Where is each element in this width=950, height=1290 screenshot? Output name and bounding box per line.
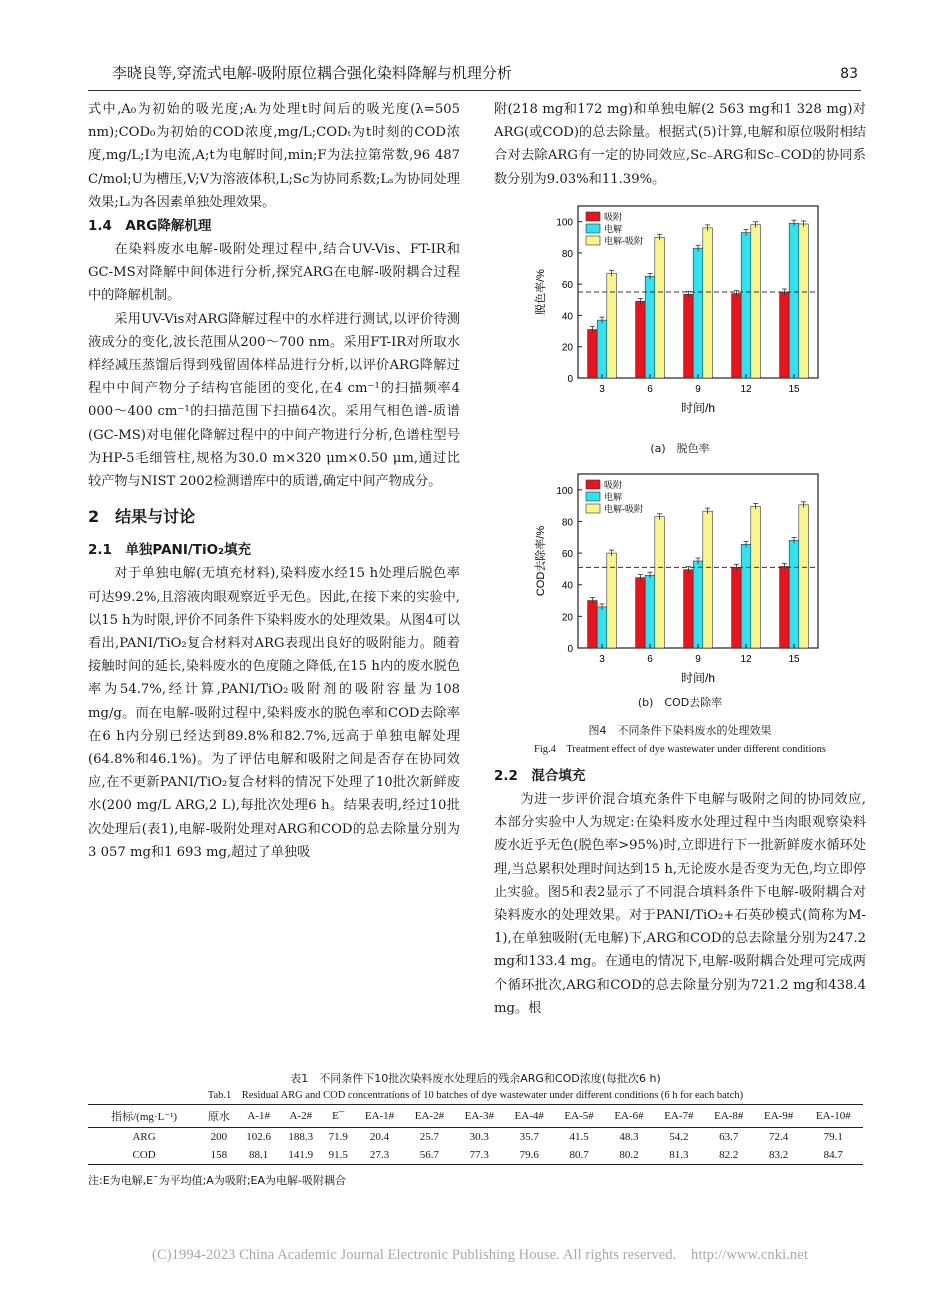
x-tick-label: 15	[788, 654, 800, 665]
table-cell: 84.7	[823, 1149, 843, 1161]
legend-label: 电解-吸附	[604, 504, 643, 514]
table-1-grid	[88, 1104, 863, 1165]
paragraph-definitions: 式中,A₀为初始的吸光度;Aₜ为处理t时间后的吸光度(λ=505 nm);COD₀为初始的COD浓度,mg/L;CODₜ为t时刻的COD浓度,mg/L;I为电流,A;t为电解时间,min;F为法拉第常数,96 487 C/mol;U为槽压,V;V为溶液体积,L;Sc为协同系数;Lₛ为协同处理效果;Lᵢ为各因素单独处理效果。	[88, 102, 460, 210]
figure-4b-caption: (b) COD去除率	[637, 696, 723, 709]
table-cell: 20.4	[369, 1131, 390, 1143]
x-axis-label: 时间/h	[680, 401, 716, 415]
x-tick-label: 9	[695, 384, 701, 395]
table-header-cell: EA-3#	[464, 1110, 494, 1122]
bar	[655, 237, 665, 378]
bar	[588, 601, 598, 648]
table-cell: 79.1	[823, 1131, 843, 1143]
table-header-cell: EA-8#	[714, 1110, 744, 1122]
legend-swatch	[586, 504, 600, 513]
legend-label: 电解	[604, 224, 623, 234]
x-tick-label: 9	[695, 654, 701, 665]
paragraph-synergy: 附(218 mg和172 mg)和单独电解(2 563 mg和1 328 mg)对ARG(或COD)的总去除量。根据式(5)计算,电解和原位吸附相结合对去除ARG有一定的协同效应,Sc₋ARG和Sc₋COD的协同系数分别为9.03%和11.39%。	[494, 102, 866, 187]
bar	[693, 248, 703, 378]
x-tick-label: 15	[788, 384, 800, 395]
right-column-top	[494, 98, 866, 191]
y-tick-label: 40	[561, 580, 573, 592]
table-cell: 54.2	[669, 1131, 689, 1143]
bar	[693, 561, 703, 648]
running-header: 李晓良等,穿流式电解-吸附原位耦合强化染料降解与机理分析	[112, 64, 512, 82]
table-cell: 188.3	[288, 1131, 314, 1143]
x-tick-label: 12	[740, 654, 752, 665]
table-header-cell: EA-2#	[414, 1110, 445, 1122]
bar	[684, 570, 694, 648]
y-axis-label: 脱色率/%	[535, 269, 547, 315]
legend-swatch	[586, 492, 600, 501]
table-header-cell: EA-1#	[364, 1110, 395, 1122]
x-axis-label: 时间/h	[680, 671, 716, 685]
x-tick-label: 3	[599, 654, 605, 665]
table-cell: 71.9	[328, 1131, 348, 1143]
bar	[751, 506, 761, 648]
legend-swatch	[586, 480, 600, 489]
legend-swatch	[586, 212, 600, 221]
bar	[588, 330, 598, 378]
legend-label: 电解	[604, 492, 623, 502]
table-cell: 48.3	[619, 1131, 639, 1143]
bar	[789, 223, 799, 378]
table-cell: 79.6	[519, 1149, 539, 1161]
page-number: 83	[840, 66, 858, 82]
table-cell: 91.5	[328, 1149, 348, 1161]
table-row	[88, 1128, 863, 1147]
bar	[732, 294, 742, 378]
table-header-cell: EA-7#	[664, 1110, 694, 1122]
table-row	[88, 1146, 863, 1165]
paragraph-1-4-a: 在染料废水电解-吸附处理过程中,结合UV-Vis、FT-IR和GC-MS对降解中间体进行分析,探究ARG在电解-吸附耦合过程中的降解机制。	[88, 242, 460, 304]
section-2-1-heading: 2.1 单独PANI/TiO₂填充	[88, 542, 251, 559]
table-cell: 63.7	[719, 1131, 739, 1143]
left-column	[88, 98, 460, 864]
y-tick-label: 0	[567, 644, 573, 655]
table-cell: 56.7	[419, 1149, 440, 1161]
table-cell: 158	[210, 1149, 228, 1161]
table-1	[88, 1104, 863, 1165]
bar	[655, 517, 665, 648]
table-cell: 141.9	[288, 1149, 314, 1161]
table-cell: 41.5	[569, 1131, 589, 1143]
bar	[645, 575, 655, 648]
table-cell: 88.1	[249, 1149, 269, 1161]
bar	[799, 224, 809, 378]
table-1-title: 表1 不同条件下10批次染料废水处理后的残余ARG和COD浓度(每批次6 h)	[290, 1072, 661, 1085]
y-tick-label: 40	[561, 311, 573, 323]
table-header-cell: EA-9#	[763, 1110, 794, 1122]
bar	[703, 228, 713, 378]
figure-4-caption-en: Fig.4 Treatment effect of dye wastewater under different conditions	[534, 744, 826, 755]
bar	[636, 301, 646, 378]
table-header-cell: EA-6#	[614, 1110, 644, 1122]
x-tick-label: 3	[599, 384, 605, 395]
y-tick-label: 80	[561, 517, 573, 529]
table-cell: 27.3	[369, 1149, 390, 1161]
paragraph-1-4-b: 采用UV-Vis对ARG降解过程中的水样进行测试,以评价待测液成分的变化,波长范围从200～700 nm。采用FT-IR对所取水样经减压蒸馏后得到残留固体样品进行分析,以评价ARG降解过程中中间产物分子结构官能团的变化,在4 cm⁻¹的扫描频率4 000～400 cm⁻¹的扫描范围下扫描64次。采用气相色谱-质谱(GC-MS)对电催化降解过程中的中间产物进行分析,色谱柱型号为HP-5毛细管柱,规格为30.0 m×320 μm×0.50 μm,通过比较产物与NIST 2002检测谱库中的质谱,确定中间产物成分。	[88, 311, 460, 490]
legend-swatch	[586, 224, 600, 233]
table-body	[88, 1128, 863, 1165]
bar	[597, 320, 607, 378]
y-tick-label: 80	[561, 248, 573, 260]
table-1-note: 注:E为电解,E¯为平均值;A为吸附;EA为电解-吸附耦合	[88, 1174, 346, 1187]
x-tick-label: 6	[647, 384, 653, 395]
figure-4-caption: 图4 不同条件下染料废水的处理效果	[588, 724, 772, 737]
y-axis-label: COD去除率/%	[535, 525, 547, 597]
table-cell: 102.6	[246, 1131, 272, 1143]
bar	[780, 292, 790, 378]
bar	[703, 511, 713, 648]
y-tick-label: 60	[561, 280, 573, 292]
bar	[799, 505, 809, 648]
table-cell: 200	[210, 1131, 228, 1143]
table-header-cell: EA-4#	[514, 1110, 544, 1122]
bar	[780, 567, 790, 648]
figure-4a-caption: (a) 脱色率	[650, 442, 710, 455]
table-cell: 81.3	[669, 1149, 689, 1161]
table-cell: ARG	[132, 1131, 156, 1143]
y-tick-label: 60	[561, 549, 573, 561]
table-cell: 82.2	[719, 1149, 739, 1161]
figure-4a-decolorization-chart	[530, 200, 830, 418]
bar	[636, 578, 646, 648]
bar	[741, 233, 751, 378]
section-2-heading: 2 结果与讨论	[88, 507, 196, 527]
table-header-cell: 原水	[207, 1111, 230, 1123]
bar	[607, 273, 617, 378]
table-header-cell: E¯	[332, 1110, 345, 1122]
table-header-row	[88, 1105, 863, 1128]
legend-label: 电解-吸附	[604, 236, 643, 246]
y-tick-label: 100	[556, 217, 573, 229]
y-tick-label: 20	[561, 342, 573, 354]
table-cell: 83.2	[769, 1149, 789, 1161]
table-1-title-en: Tab.1 Residual ARG and COD concentrations of 10 batches of dye wastewater under different conditions (6 h for each batch)	[207, 1090, 744, 1101]
table-header-cell: A-2#	[289, 1110, 313, 1122]
legend-label: 吸附	[604, 212, 623, 222]
bar	[684, 294, 694, 378]
y-tick-label: 100	[556, 485, 573, 497]
figure-4b-cod-chart	[530, 468, 830, 688]
table-header-cell: 指标/(mg·L⁻¹)	[111, 1111, 178, 1123]
y-tick-label: 20	[561, 612, 573, 624]
bar	[732, 567, 742, 648]
table-cell: 72.4	[769, 1131, 789, 1143]
right-column-bottom	[494, 764, 866, 1020]
paragraph-2-1: 对于单独电解(无填充材料),染料废水经15 h处理后脱色率可达99.2%,且溶液肉眼观察近乎无色。因此,在接下来的实验中,以15 h为时限,评价不同条件下染料废水的处理效果。从图4可以看出,PANI/TiO₂复合材料对ARG表现出良好的吸附能力。随着接触时间的延长,染料废水的色度随之降低,在15 h内的废水脱色率为54.7%,经计算,PANI/TiO₂吸附剂的吸附容量为108 mg/g。而在电解-吸附过程中,染料废水的脱色率和COD去除率在6 h内分别已经达到89.8%和82.7%,远高于单独电解处理(64.8%和46.1%)。为了评估电解和吸附之间是否存在协同效应,在不更新PANI/TiO₂复合材料的情况下处理了10批次新鲜废水(200 mg/L ARG,2 L),每批次处理6 h。结果表明,经过10批次处理后(表1),电解-吸附处理对ARG和COD的总去除量分别为3 057 mg和1 693 mg,超过了单独吸	[88, 566, 460, 860]
table-cell: 80.7	[569, 1149, 589, 1161]
table-header-cell: EA-10#	[815, 1110, 851, 1122]
header-rule	[88, 90, 861, 91]
bar	[741, 544, 751, 648]
x-tick-label: 12	[740, 384, 752, 395]
section-2-2-heading: 2.2 混合填充	[494, 768, 586, 784]
table-header-cell: EA-5#	[564, 1110, 594, 1122]
table-cell: 25.7	[419, 1131, 440, 1143]
y-tick-label: 0	[567, 374, 573, 385]
table-cell: 35.7	[519, 1131, 539, 1143]
section-1-4-heading: 1.4 ARG降解机理	[88, 218, 212, 235]
bar	[597, 607, 607, 648]
table-cell: 77.3	[469, 1149, 489, 1161]
bar	[751, 225, 761, 378]
table-header-cell: A-1#	[247, 1110, 270, 1122]
table-cell: 30.3	[469, 1131, 489, 1143]
x-tick-label: 6	[647, 654, 653, 665]
paragraph-2-2: 为进一步评价混合填充条件下电解与吸附之间的协同效应,本部分实验中人为规定:在染料废水处理过程中当肉眼观察染料废水近乎无色(脱色率>95%)时,立即进行下一批新鲜废水循环处理,当总累积处理时间达到15 h,无论废水是否变为无色,均立即停止实验。图5和表2显示了不同混合填料条件下电解-吸附耦合对染料废水的处理效果。对于PANI/TiO₂+石英砂模式(简称为M-1),在单独吸附(无电解)下,ARG和COD的总去除量分别为247.2 mg和133.4 mg。在通电的情况下,电解-吸附耦合处理可完成两个循环批次,ARG和COD的总去除量分别为721.2 mg和438.4 mg。根	[494, 792, 866, 1016]
bar	[789, 540, 799, 648]
legend-label: 吸附	[604, 480, 623, 490]
copyright-footer: (C)1994-2023 China Academic Journal Electronic Publishing House. All rights reserved. http://www.cnki.net	[152, 1247, 808, 1263]
legend-swatch	[586, 236, 600, 245]
table-cell: COD	[132, 1149, 156, 1161]
table-cell: 80.2	[619, 1149, 639, 1161]
